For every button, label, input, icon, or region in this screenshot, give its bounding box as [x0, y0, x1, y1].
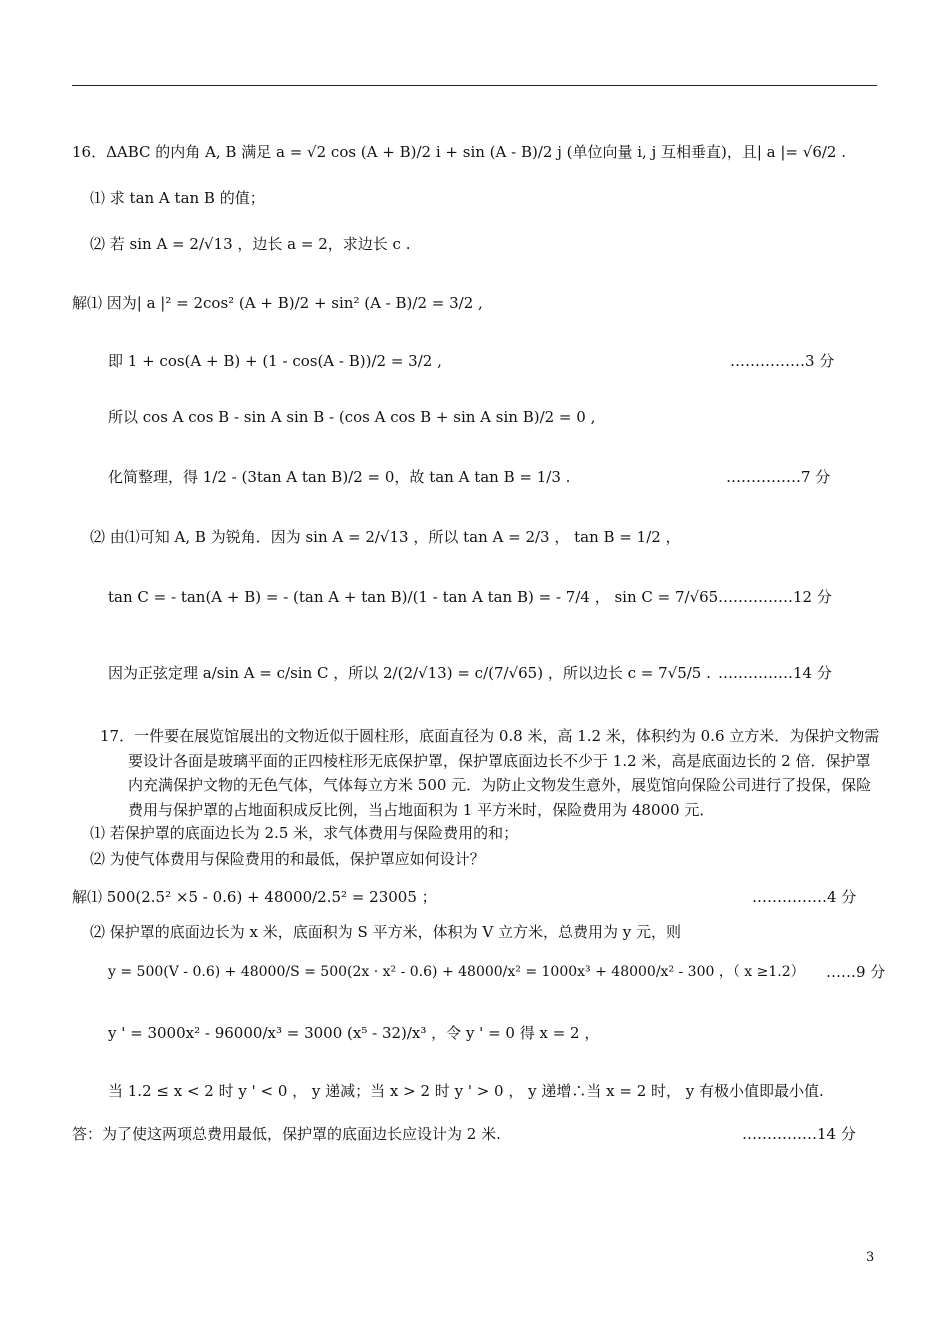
solution-17-line-4: y ' = 3000x² - 96000/x³ = 3000 (x⁵ - 32)/x³ ，令 y ' = 0 得 x = 2 ， — [108, 1024, 600, 1042]
problem-16-question-1: ⑴ 求 tan A tan B 的值； — [90, 189, 265, 207]
solution-16-line-3: 所以 cos A cos B - sin A sin B - (cos A cos B + sin A sin B)/2 = 0 , — [108, 408, 596, 426]
problem-17-question-2: ⑵ 为使气体费用与保险费用的和最低，保护罩应如何设计？ — [90, 850, 485, 868]
solution-17-line-5: 当 1.2 ≤ x < 2 时 y ' < 0 ， y 递减；当 x > 2 时 y ' > 0 ， y 递增∴当 x = 2 时， y 有极小值即最小值. — [108, 1082, 824, 1100]
solution-16-line-6: tan C = - tan(A + B) = - (tan A + tan B)/(1 - tan A tan B) = - 7/4 ， sin C = 7/√65 — [108, 588, 719, 606]
solution-16-points-14: ……………14 分 — [718, 664, 832, 682]
problem-16-question-2: ⑵ 若 sin A = 2/√13 ，边长 a = 2，求边长 c . — [90, 235, 411, 253]
solution-17-points-14: ……………14 分 — [742, 1125, 856, 1143]
solution-16-line-5: ⑵ 由⑴可知 A, B 为锐角．因为 sin A = 2/√13 ，所以 tan A = 2/3 ， tan B = 1/2 ， — [90, 528, 681, 546]
header-rule — [72, 85, 877, 86]
page-number: 3 — [866, 1250, 875, 1265]
solution-16-line-1: 解⑴ 因为| a |² = 2cos² (A + B)/2 + sin² (A - B)/2 = 3/2 , — [72, 294, 483, 312]
solution-16-points-3: ……………3 分 — [730, 352, 835, 370]
problem-17-question-1: ⑴ 若保护罩的底面边长为 2.5 米，求气体费用与保险费用的和； — [90, 824, 519, 842]
solution-17-line-1: 解⑴ 500(2.5² ×5 - 0.6) + 48000/2.5² = 23005 ； — [72, 888, 437, 906]
solution-16-points-12: ……………12 分 — [718, 588, 832, 606]
solution-17-points-9: ……9 分 — [826, 963, 886, 981]
problem-17-stem: 17．一件要在展览馆展出的文物近似于圆柱形，底面直径为 0.8 米，高 1.2 米，体积约为 0.6 立方米．为保护文物需要设计各面是玻璃平面的正四棱柱形无底保护罩，保护罩底面边长不少于 1.2 米，高是底面边长的 2 倍．保护罩内充满保护文物的无色气体，气体每立方米 500 元．为防止文物发生意外，展览馆向保险公司进行了投保，保险费用与保护罩的占地面积成反比例，当占地面积为 1 平方米时，保险费用为 48000 元． — [100, 727, 880, 819]
solution-17-line-2: ⑵ 保护罩的底面边长为 x 米，底面积为 S 平方米，体积为 V 立方米，总费用为 y 元，则 — [90, 923, 681, 941]
solution-16-points-7: ……………7 分 — [726, 468, 831, 486]
problem-16-stem: 16．ΔABC 的内角 A, B 满足 a = √2 cos (A + B)/2 i + sin (A - B)/2 j (单位向量 i, j 互相垂直)，且| a |= √6/2 . — [72, 143, 846, 161]
solution-16-line-7: 因为正弦定理 a/sin A = c/sin C ，所以 2/(2/√13) = c/(7/√65) ，所以边长 c = 7√5/5 . — [108, 664, 711, 682]
solution-16-line-2: 即 1 + cos(A + B) + (1 - cos(A - B))/2 = 3/2 , — [108, 352, 442, 370]
solution-17-points-4: ……………4 分 — [752, 888, 857, 906]
solution-17-line-3: y = 500(V - 0.6) + 48000/S = 500(2x · x² - 0.6) + 48000/x² = 1000x³ + 48000/x² - 300 ，（ x ≥1.2） — [108, 964, 805, 980]
solution-16-line-4: 化简整理，得 1/2 - (3tan A tan B)/2 = 0，故 tan A tan B = 1/3 . — [108, 468, 571, 486]
solution-17-answer: 答：为了使这两项总费用最低，保护罩的底面边长应设计为 2 米. — [72, 1125, 501, 1143]
